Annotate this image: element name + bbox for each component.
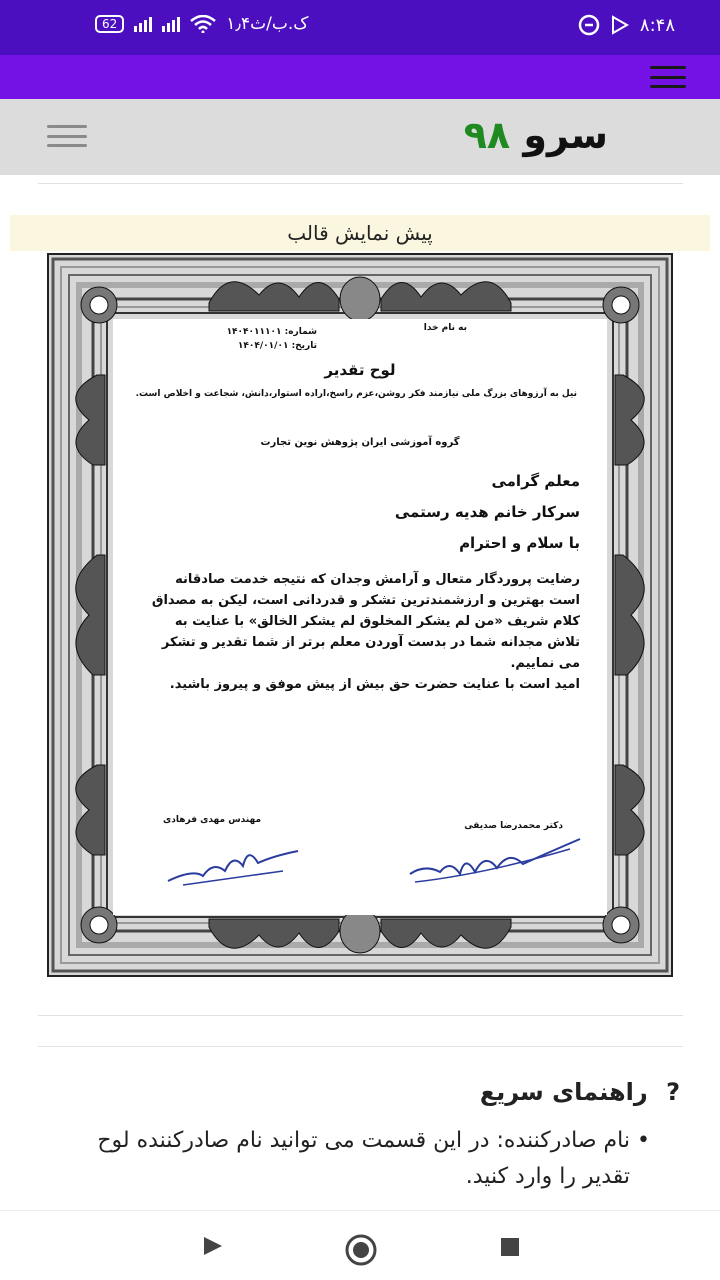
divider [38,183,683,184]
status-left [95,14,308,34]
certificate-slogan: نیل به آرزوهای بزرگ ملی نیازمند فکر روشن،عزم راسخ،اراده استوار،دانش، شجاعت و اخلاص است. [135,389,577,399]
certificate-paper [113,319,607,915]
greeting: با سلام و احترام [459,534,580,552]
organization-name: گروه آموزشی ایران پژوهش نوین تجارت [260,437,460,448]
status-right [578,14,675,36]
status-bar [0,0,720,55]
app-bar [0,55,720,99]
home-icon[interactable] [344,1233,378,1267]
bismillah: به نام خدا [423,323,467,333]
quick-guide-label: راهنمای سریع [479,1078,648,1106]
body-line: کلام شریف «من لم یشکر المخلوق لم یشکر الخالق» با عنایت به [174,614,580,629]
body-line: تلاش مجدانه شما در بدست آوردن معلم برتر از شما تقدیر و تشکر [161,635,580,650]
clock: ۸:۴۸ [639,14,675,36]
salutation: معلم گرامی [491,472,580,490]
signer-right-name: دکتر محمدرضا صدیقی [464,821,563,831]
battery-icon: 62 [95,15,124,33]
recents-icon[interactable] [500,1237,520,1257]
signal-icon-2 [162,16,180,32]
signature-left [163,841,303,891]
play-notification-icon [610,15,630,35]
divider [38,1015,683,1016]
signal-icon [134,16,152,32]
certificate-preview [47,253,673,977]
body-line: است بهترین و ارزشمندترین تشکر و قدردانی است، لیکن به مصداق [151,593,580,608]
wifi-icon [190,15,216,33]
site-logo[interactable] [464,113,608,157]
body-line: امید است با عنایت حضرت حق بیش از پیش موفق و پیروز باشید. [169,677,580,692]
divider [38,1046,683,1047]
logo-number: ۹۸ [463,113,511,157]
body-line: رضایت پروردگار متعال و آرامش وجدان که نتیجه خدمت صادقانه [175,572,580,587]
logo-text: سرو [523,113,608,157]
network-speed: ۱٫۴ک.ب/ث [226,14,309,34]
app-notification-icon [578,14,600,36]
quick-guide-title [480,1078,680,1106]
help-icon: ? [666,1078,680,1106]
certificate-title: لوح تقدیر [324,361,396,379]
signature-right [405,834,585,894]
recipient-name: سرکار خانم هدیه رستمی [394,503,580,521]
signer-left-name: مهندس مهدی فرهادی [163,815,262,825]
list-item: • نام صادرکننده: در این قسمت می توانید نام صادرکننده لوح تقدیر را وارد کنید. [90,1123,650,1195]
back-icon[interactable] [202,1235,224,1257]
site-menu-button[interactable] [47,125,87,147]
certificate-date: تاریخ: ۱۴۰۴/۰۱/۰۱ [237,341,317,351]
certificate-body [140,569,580,695]
preview-banner: پیش نمایش قالب [10,215,710,251]
body-line: می نماییم. [510,656,580,671]
site-header [0,99,720,175]
app-menu-button[interactable] [650,66,686,88]
certificate-number: شماره: ۱۴۰۴۰۱۱۱۰۱ [226,327,317,337]
navigation-bar [0,1210,720,1280]
quick-guide-list [90,1123,650,1195]
